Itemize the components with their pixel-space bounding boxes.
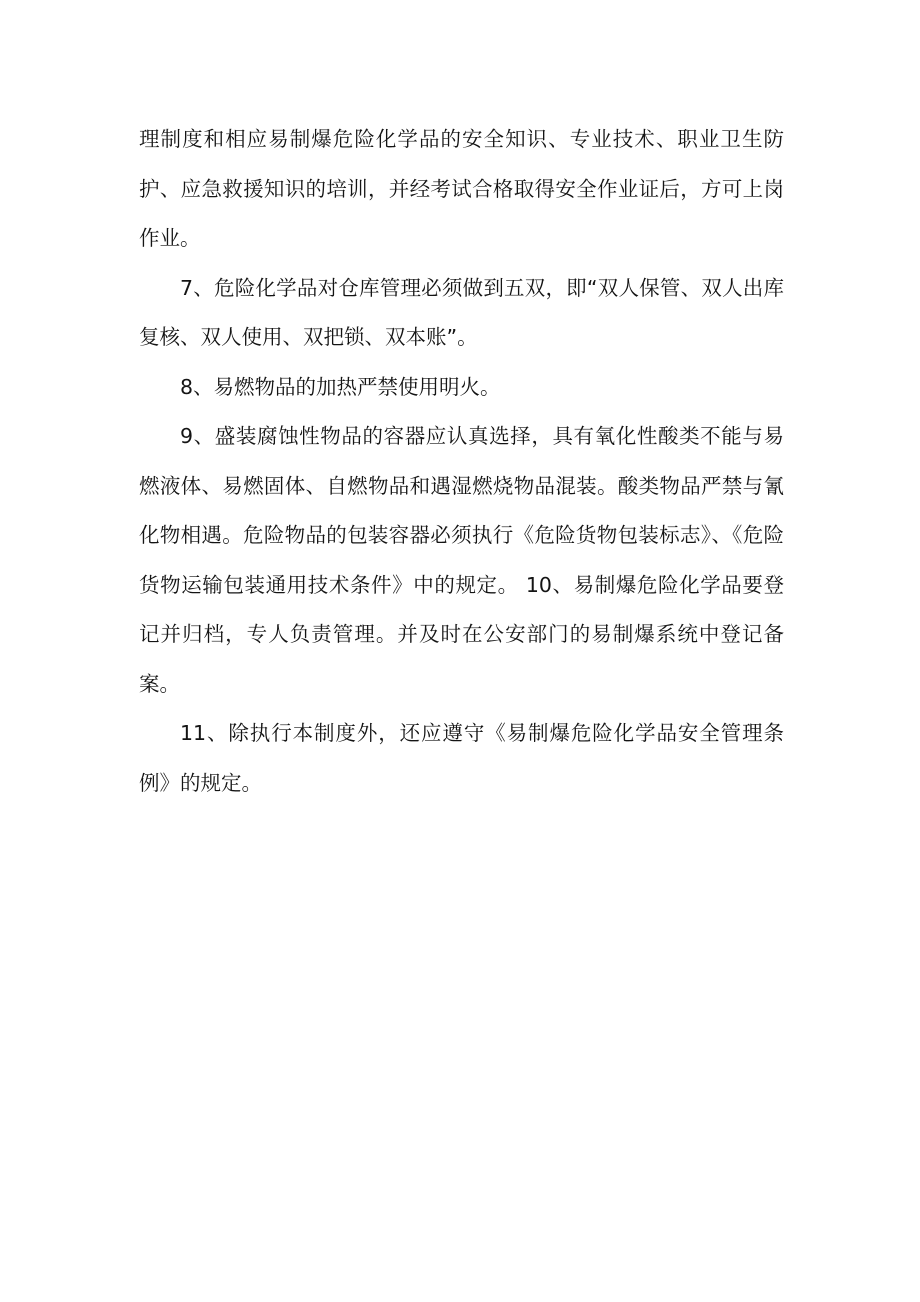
paragraph-item-8: 8、易燃物品的加热严禁使用明火。: [180, 374, 501, 399]
paragraph-item-9: 9、盛装腐蚀性物品的容器应认真选择，具有氧化性酸类不能与易燃液体、易燃固体、自燃物品和遇湿燃烧物品混装。酸类物品严禁与氰化物相遇。危险物品的包装容器必须执行《危险货物包装标志》、《危险货物运输包装通用技术条件》中的规定。 10、易制爆危险化学品要登记并归档，专人负责管理。并及时在公安部门的易制爆系统中登记备案。: [139, 424, 784, 696]
paragraph-continuation: 理制度和相应易制爆危险化学品的安全知识、专业技术、职业卫生防护、应急救援知识的培训，并经考试合格取得安全作业证后，方可上岗作业。: [139, 127, 784, 250]
paragraph-item-11: 11、除执行本制度外，还应遵守《易制爆危险化学品安全管理条例》的规定。: [139, 721, 784, 795]
paragraph-item-7: 7、危险化学品对仓库管理必须做到五双，即“双人保管、双人出库复核、双人使用、双把锁、双本账”。: [139, 275, 784, 349]
document-body: [139, 115, 784, 808]
